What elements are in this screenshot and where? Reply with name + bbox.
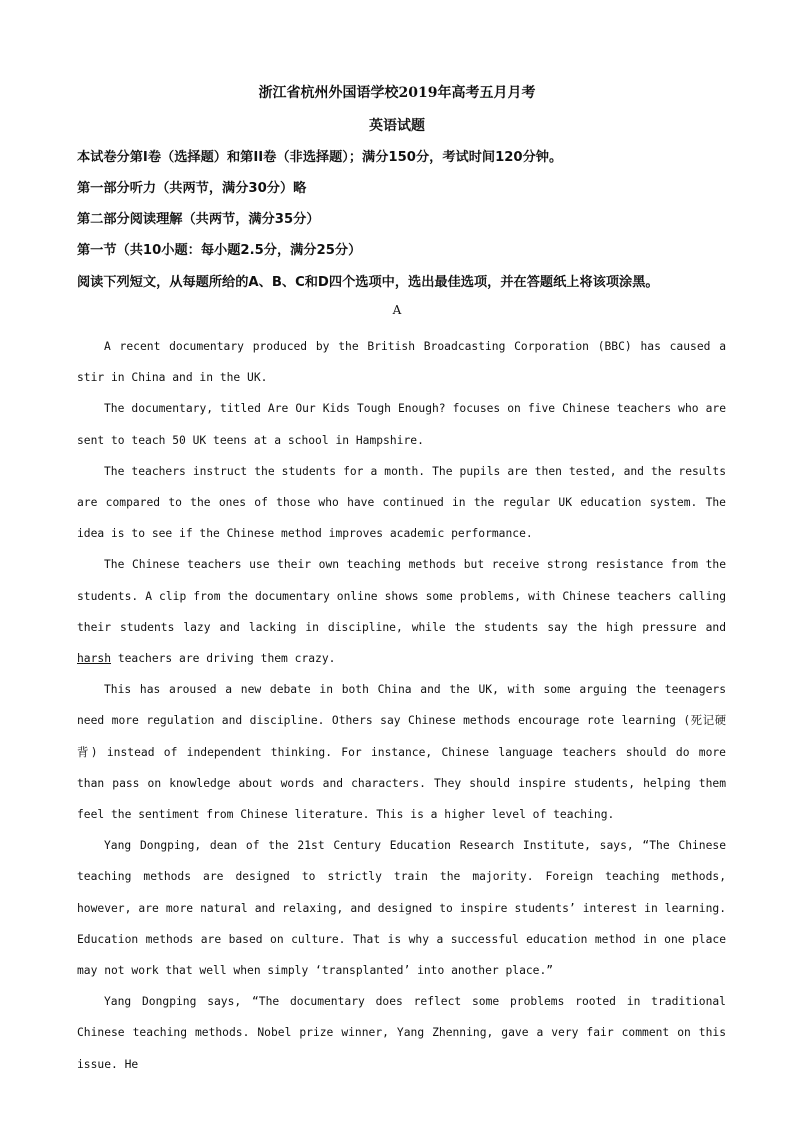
underlined-word-harsh: harsh: [77, 652, 112, 666]
paragraph-7: Yang Dongping says, “The documentary does reflect some problems rooted in traditional Chinese teaching methods. Nobel prize winner, Yang Zhenning, gave a very fair comment on this issue. He: [77, 995, 726, 1071]
instruction-line-1: 本试卷分第I卷（选择题）和第II卷（非选择题）；满分150分，考试时间120分钟。: [77, 150, 563, 165]
instruction-line-5: 阅读下列短文，从每题所给的A、B、C和D四个选项中，选出最佳选项，并在答题纸上将该项涂黑。: [77, 275, 659, 290]
section-label: A: [392, 303, 402, 317]
paragraph-1: A recent documentary produced by the British Broadcasting Corporation (BBC) has caused a stir in China and in the UK.: [77, 340, 726, 385]
reading-passage: [77, 331, 726, 1080]
exam-title: 浙江省杭州外国语学校2019年高考五月月考: [258, 85, 536, 101]
paragraph-4-text-b: teachers are driving them crazy.: [111, 652, 336, 666]
paragraph-4: [77, 549, 726, 674]
instruction-line-3: 第二部分阅读理解（共两节，满分35分）: [77, 212, 320, 227]
exam-subtitle: 英语试题: [369, 118, 425, 134]
paragraph-2: The documentary, titled Are Our Kids Tough Enough? focuses on five Chinese teachers who are sent to teach 50 UK teens at a school in Hampshire.: [77, 402, 726, 447]
instruction-line-2: 第一部分听力（共两节，满分30分）略: [77, 181, 307, 196]
paragraph-4-text-a: The Chinese teachers use their own teaching methods but receive strong resistance from the students. A clip from the documentary online shows some problems, with Chinese teachers calling their students lazy and lacking in discipline, while the students say the high pressure and: [77, 558, 726, 634]
paragraph-6: Yang Dongping, dean of the 21st Century Education Research Institute, says, “The Chinese teaching methods are designed to strictly train the majority. Foreign teaching methods, however, are more natural and relaxing, and designed to inspire students’ interest in learning. Education methods are based on culture. That is why a successful education method in one place may not work that well when simply ‘transplanted’ into another place.”: [77, 839, 726, 978]
instruction-line-4: 第一节（共10小题：每小题2.5分，满分25分）: [77, 243, 362, 258]
paragraph-5: This has aroused a new debate in both China and the UK, with some arguing the teenagers need more regulation and discipline. Others say Chinese methods encourage rote learning (死记硬背) instead of independent thinking. For instance, Chinese language teachers should do more than pass on knowledge about words and characters. They should inspire students, helping them feel the sentiment from Chinese literature. This is a higher level of teaching.: [77, 683, 726, 822]
paragraph-3: The teachers instruct the students for a month. The pupils are then tested, and the results are compared to the ones of those who have continued in the regular UK education system. The idea is to see if the Chinese method improves academic performance.: [77, 464, 726, 541]
